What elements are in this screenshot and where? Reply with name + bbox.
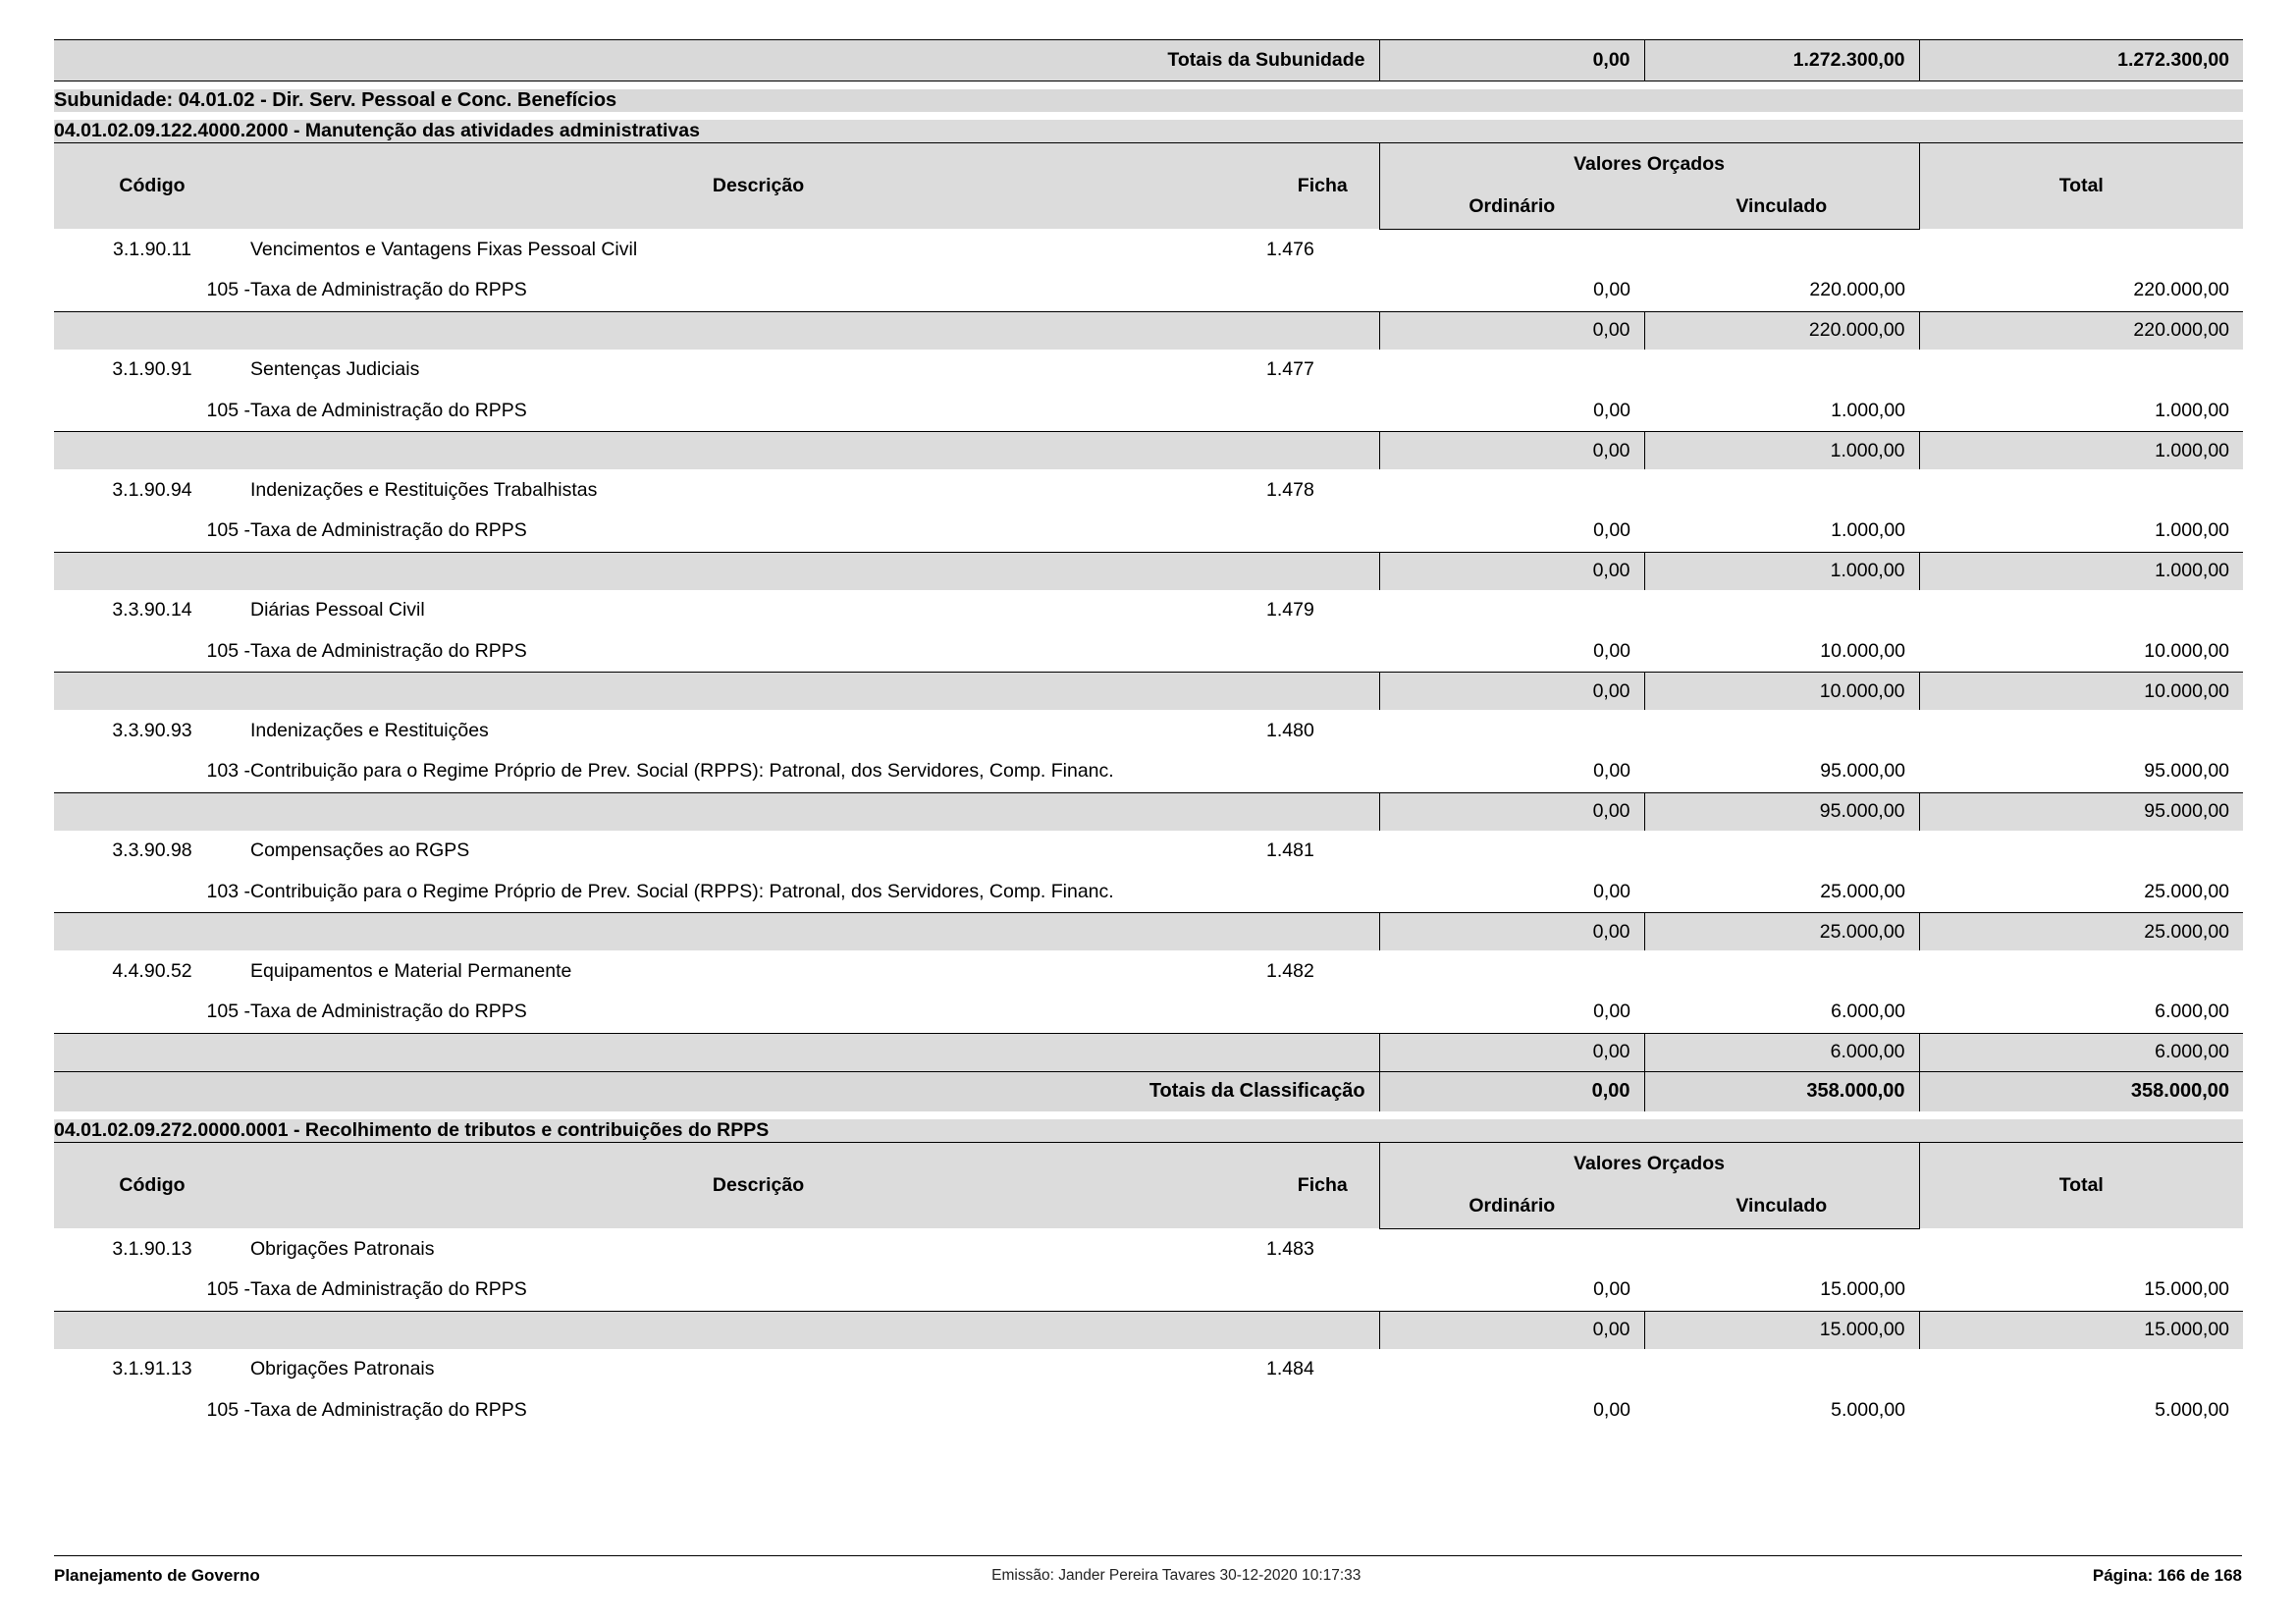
- source-vinculado: 220.000,00: [1809, 279, 1906, 301]
- table-row: [54, 710, 2243, 751]
- classification-totals-total: 358.000,00: [1919, 1071, 2243, 1111]
- table-row: [54, 1228, 2243, 1270]
- classification-header: 04.01.02.09.272.0000.0001 - Recolhimento de tributos e contribuições do RPPS: [54, 1119, 2243, 1143]
- element-subtotal-label: [54, 311, 1379, 350]
- source-number: 105 -: [206, 399, 250, 421]
- element-code: 3.1.91.13: [112, 1358, 192, 1380]
- element-subtotal-row: [54, 432, 2243, 470]
- source-vinculado: 15.000,00: [1820, 1278, 1906, 1301]
- subunit-totals-vinculado: 1.272.300,00: [1644, 40, 1919, 81]
- element-code: 3.1.90.13: [112, 1237, 192, 1260]
- element-subtotal-row: [54, 913, 2243, 951]
- element-ficha: 1.481: [1266, 839, 1314, 861]
- classification-totals-ordinario: 0,00: [1379, 1071, 1644, 1111]
- element-subtotal-vinculado: 6.000,00: [1644, 1033, 1919, 1071]
- element-subtotal-vinculado: 1.000,00: [1644, 552, 1919, 590]
- element-ficha: 1.478: [1266, 478, 1314, 501]
- source-vinculado: 1.000,00: [1831, 519, 1906, 542]
- source-total: 95.000,00: [2144, 760, 2230, 783]
- source-ordinario: 0,00: [1593, 1278, 1631, 1301]
- element-subtotal-label: [54, 432, 1379, 470]
- col-header-descricao: Descrição: [250, 1142, 1266, 1228]
- element-subtotal-vinculado: 10.000,00: [1644, 673, 1919, 711]
- element-code: 3.3.90.98: [112, 839, 192, 861]
- classification-header-row: [54, 120, 2243, 143]
- subunit-totals-label: Totais da Subunidade: [54, 40, 1379, 81]
- table-header-row: [54, 142, 2243, 186]
- col-header-vinculado: Vinculado: [1644, 186, 1919, 229]
- source-total: 25.000,00: [2144, 880, 2230, 902]
- element-ficha: 1.476: [1266, 238, 1314, 260]
- element-subtotal-total: 25.000,00: [1919, 913, 2243, 951]
- element-subtotal-ordinario: 0,00: [1379, 673, 1644, 711]
- classification-header-row: [54, 1119, 2243, 1143]
- element-code: 3.3.90.93: [112, 719, 192, 741]
- classification-header: 04.01.02.09.122.4000.2000 - Manutenção das atividades administrativas: [54, 120, 2243, 143]
- table-row: [54, 1270, 2243, 1311]
- table-row: [54, 590, 2243, 631]
- footer-left: Planejamento de Governo: [54, 1566, 260, 1585]
- element-ficha: 1.483: [1266, 1237, 1314, 1260]
- element-subtotal-ordinario: 0,00: [1379, 552, 1644, 590]
- element-ficha: 1.477: [1266, 358, 1314, 380]
- element-description: Equipamentos e Material Permanente: [250, 959, 572, 982]
- spacer: [54, 112, 2243, 120]
- source-description: Taxa de Administração do RPPS: [250, 1001, 527, 1023]
- subunit-totals-ordinario: 0,00: [1379, 40, 1644, 81]
- footer-center: Emissão: Jander Pereira Tavares 30-12-2020 10:17:33: [991, 1567, 1362, 1584]
- table-row: [54, 391, 2243, 432]
- col-header-ordinario: Ordinário: [1379, 186, 1644, 229]
- element-subtotal-row: [54, 1311, 2243, 1349]
- element-subtotal-ordinario: 0,00: [1379, 432, 1644, 470]
- element-description: Compensações ao RGPS: [250, 839, 470, 861]
- source-ordinario: 0,00: [1593, 519, 1631, 542]
- table-row: [54, 469, 2243, 511]
- subunidade-band-row: [54, 89, 2243, 112]
- table-row: [54, 350, 2243, 391]
- element-subtotal-vinculado: 220.000,00: [1644, 311, 1919, 350]
- col-header-descricao: Descrição: [250, 142, 1266, 229]
- element-ficha: 1.482: [1266, 959, 1314, 982]
- col-header-ficha: Ficha: [1266, 1142, 1379, 1228]
- element-subtotal-label: [54, 1311, 1379, 1349]
- table-row: [54, 950, 2243, 992]
- source-number: 105 -: [206, 519, 250, 542]
- source-description: Taxa de Administração do RPPS: [250, 1278, 527, 1301]
- table-row: [54, 229, 2243, 270]
- element-subtotal-row: [54, 673, 2243, 711]
- col-header-total: Total: [1919, 142, 2243, 229]
- table-row: [54, 1390, 2243, 1432]
- element-subtotal-vinculado: 95.000,00: [1644, 792, 1919, 831]
- source-number: 105 -: [206, 279, 250, 301]
- spacer: [54, 81, 2243, 89]
- element-ficha: 1.480: [1266, 719, 1314, 741]
- source-description: Contribuição para o Regime Próprio de Prev. Social (RPPS): Patronal, dos Servidores, Comp. Financ.: [250, 760, 1114, 783]
- element-subtotal-vinculado: 15.000,00: [1644, 1311, 1919, 1349]
- source-ordinario: 0,00: [1593, 1399, 1631, 1421]
- element-subtotal-total: 15.000,00: [1919, 1311, 2243, 1349]
- source-number: 105 -: [206, 1399, 250, 1421]
- element-subtotal-row: [54, 792, 2243, 831]
- element-subtotal-total: 6.000,00: [1919, 1033, 2243, 1071]
- source-description: Contribuição para o Regime Próprio de Prev. Social (RPPS): Patronal, dos Servidores, Comp. Financ.: [250, 880, 1114, 902]
- source-vinculado: 95.000,00: [1820, 760, 1906, 783]
- element-code: 3.1.90.94: [112, 478, 192, 501]
- source-total: 220.000,00: [2133, 279, 2230, 301]
- table-row: [54, 1349, 2243, 1390]
- source-total: 15.000,00: [2144, 1278, 2230, 1301]
- element-code: 3.1.90.11: [113, 238, 191, 260]
- element-subtotal-ordinario: 0,00: [1379, 1033, 1644, 1071]
- element-subtotal-label: [54, 673, 1379, 711]
- spacer: [54, 1111, 2243, 1119]
- element-subtotal-row: [54, 1033, 2243, 1071]
- table-row: [54, 992, 2243, 1033]
- source-number: 105 -: [206, 639, 250, 662]
- element-subtotal-total: 1.000,00: [1919, 552, 2243, 590]
- element-subtotal-vinculado: 25.000,00: [1644, 913, 1919, 951]
- element-description: Indenizações e Restituições Trabalhistas: [250, 478, 598, 501]
- element-description: Obrigações Patronais: [250, 1237, 435, 1260]
- source-number: 103 -: [206, 880, 250, 902]
- subunit-totals-row: [54, 40, 2243, 81]
- report-body: [54, 40, 2243, 1432]
- table-row: [54, 511, 2243, 552]
- source-vinculado: 25.000,00: [1820, 880, 1906, 902]
- source-total: 1.000,00: [2155, 399, 2230, 421]
- element-subtotal-ordinario: 0,00: [1379, 913, 1644, 951]
- source-total: 6.000,00: [2155, 1001, 2230, 1023]
- table-row: [54, 831, 2243, 872]
- source-ordinario: 0,00: [1593, 279, 1631, 301]
- element-subtotal-row: [54, 311, 2243, 350]
- table-row: [54, 751, 2243, 792]
- col-header-ficha: Ficha: [1266, 142, 1379, 229]
- source-ordinario: 0,00: [1593, 760, 1631, 783]
- subunidade-band: Subunidade: 04.01.02 - Dir. Serv. Pessoal e Conc. Benefícios: [54, 89, 2243, 112]
- element-ficha: 1.484: [1266, 1358, 1314, 1380]
- element-subtotal-ordinario: 0,00: [1379, 311, 1644, 350]
- source-description: Taxa de Administração do RPPS: [250, 399, 527, 421]
- element-ficha: 1.479: [1266, 599, 1314, 621]
- col-header-codigo: Código: [54, 1142, 250, 1228]
- element-subtotal-total: 220.000,00: [1919, 311, 2243, 350]
- page-footer: [54, 1555, 2242, 1586]
- table-row: [54, 872, 2243, 913]
- source-number: 105 -: [206, 1001, 250, 1023]
- source-description: Taxa de Administração do RPPS: [250, 519, 527, 542]
- element-code: 3.1.90.91: [112, 358, 192, 380]
- element-subtotal-label: [54, 552, 1379, 590]
- source-number: 103 -: [206, 760, 250, 783]
- element-subtotal-total: 10.000,00: [1919, 673, 2243, 711]
- table-header-row: [54, 1142, 2243, 1185]
- source-ordinario: 0,00: [1593, 639, 1631, 662]
- element-subtotal-vinculado: 1.000,00: [1644, 432, 1919, 470]
- col-header-vinculado: Vinculado: [1644, 1185, 1919, 1228]
- element-subtotal-label: [54, 913, 1379, 951]
- subunit-totals-total: 1.272.300,00: [1919, 40, 2243, 81]
- classification-totals-row: [54, 1071, 2243, 1111]
- element-code: 4.4.90.52: [112, 959, 192, 982]
- col-header-codigo: Código: [54, 142, 250, 229]
- element-description: Indenizações e Restituições: [250, 719, 489, 741]
- footer-right: Página: 166 de 168: [2092, 1566, 2242, 1585]
- col-header-valores-orcados: Valores Orçados: [1379, 142, 1919, 186]
- element-code: 3.3.90.14: [112, 599, 192, 621]
- classification-totals-label: Totais da Classificação: [54, 1071, 1379, 1111]
- source-total: 10.000,00: [2144, 639, 2230, 662]
- element-subtotal-ordinario: 0,00: [1379, 1311, 1644, 1349]
- element-subtotal-total: 1.000,00: [1919, 432, 2243, 470]
- source-vinculado: 1.000,00: [1831, 399, 1906, 421]
- element-subtotal-total: 95.000,00: [1919, 792, 2243, 831]
- table-row: [54, 270, 2243, 311]
- report-table: [54, 39, 2243, 1432]
- col-header-valores-orcados: Valores Orçados: [1379, 1142, 1919, 1185]
- element-subtotal-label: [54, 1033, 1379, 1071]
- col-header-total: Total: [1919, 1142, 2243, 1228]
- col-header-ordinario: Ordinário: [1379, 1185, 1644, 1228]
- source-description: Taxa de Administração do RPPS: [250, 1399, 527, 1421]
- classification-totals-vinculado: 358.000,00: [1644, 1071, 1919, 1111]
- element-description: Obrigações Patronais: [250, 1358, 435, 1380]
- element-description: Sentenças Judiciais: [250, 358, 420, 380]
- element-subtotal-ordinario: 0,00: [1379, 792, 1644, 831]
- element-subtotal-row: [54, 552, 2243, 590]
- source-description: Taxa de Administração do RPPS: [250, 639, 527, 662]
- source-vinculado: 5.000,00: [1831, 1399, 1906, 1421]
- element-description: Vencimentos e Vantagens Fixas Pessoal Civil: [250, 238, 638, 260]
- source-total: 5.000,00: [2155, 1399, 2230, 1421]
- source-vinculado: 6.000,00: [1831, 1001, 1906, 1023]
- source-vinculado: 10.000,00: [1820, 639, 1906, 662]
- source-ordinario: 0,00: [1593, 399, 1631, 421]
- source-total: 1.000,00: [2155, 519, 2230, 542]
- table-row: [54, 631, 2243, 673]
- source-ordinario: 0,00: [1593, 880, 1631, 902]
- source-description: Taxa de Administração do RPPS: [250, 279, 527, 301]
- element-description: Diárias Pessoal Civil: [250, 599, 425, 621]
- element-subtotal-label: [54, 792, 1379, 831]
- source-ordinario: 0,00: [1593, 1001, 1631, 1023]
- source-number: 105 -: [206, 1278, 250, 1301]
